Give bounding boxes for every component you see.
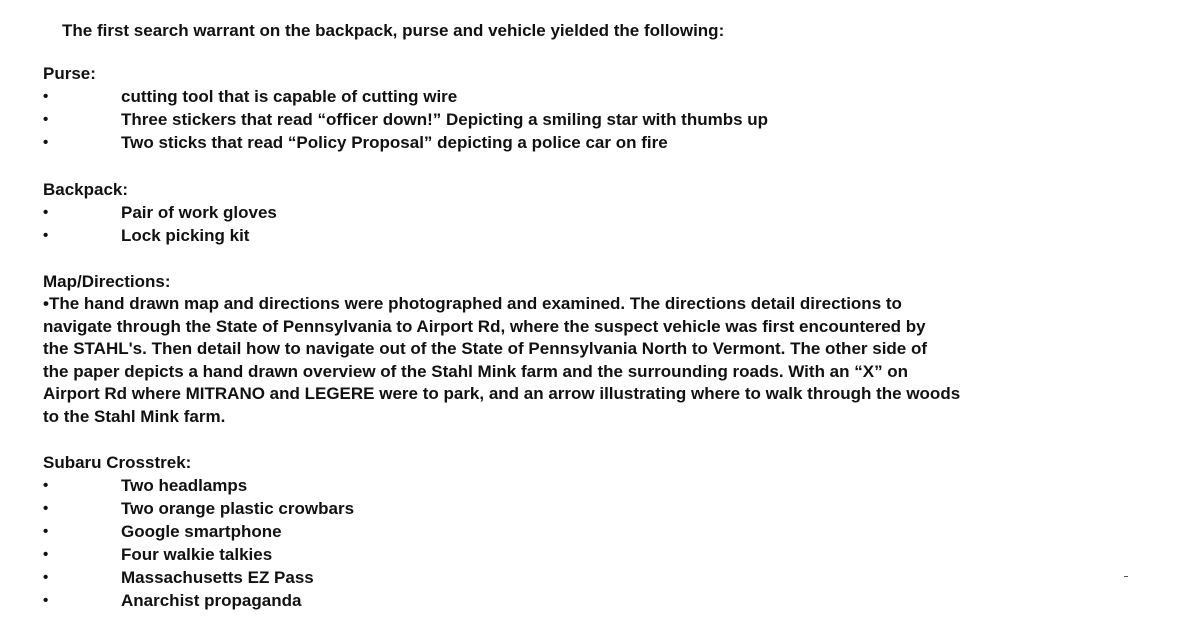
list-item-text: Massachusetts EZ Pass [121,568,314,587]
backpack-heading: Backpack: [43,180,129,199]
list-item [43,474,248,497]
list-item-text: Google smartphone [121,522,282,541]
list-item-text: Anarchist propaganda [121,591,302,610]
list-item-text: Two sticks that read “Policy Proposal” depicting a police car on fire [121,133,668,152]
list-item-text: Three stickers that read “officer down!” Depicting a smiling star with thumbs up [121,110,769,129]
paragraph-line: •The hand drawn map and directions were photographed and examined. The directions detail directions to [43,294,902,313]
subaru-list [43,474,355,612]
list-item-text: Four walkie talkies [121,545,273,564]
paragraph-line: the paper depicts a hand drawn overview of the Stahl Mink farm and the surrounding roads. With an “X” on [43,361,909,381]
list-item [43,520,282,543]
bullet-icon: • [43,111,49,128]
map-directions-section [43,271,1163,428]
purse-list [43,85,769,154]
list-item-text: Two orange plastic crowbars [121,499,355,518]
subaru-section [43,452,355,612]
intro-sentence: The first search warrant on the backpack, purse and vehicle yielded the following: [62,21,725,40]
bullet-icon: • [43,500,49,517]
bullet-icon: • [43,569,49,586]
map-directions-paragraph [43,293,1163,428]
paragraph-line: to the Stahl Mink farm. [43,406,226,426]
subaru-heading: Subaru Crosstrek: [43,453,192,472]
bullet-icon: • [43,523,49,540]
bullet-icon: • [43,134,49,151]
backpack-list [43,201,277,247]
map-directions-heading: Map/Directions: [43,272,171,291]
list-item [43,131,668,154]
bullet-icon: • [43,546,49,563]
bullet-icon: • [43,88,49,105]
paragraph-line: Airport Rd where MITRANO and LEGERE were to park, and an arrow illustrating where to walk through the woods [43,384,961,403]
list-item [43,497,355,520]
paragraph-line: navigate through the State of Pennsylvania to Airport Rd, where the suspect vehicle was first encountered by [43,316,926,336]
purse-section [43,63,769,154]
bullet-icon: • [43,592,49,609]
list-item [43,589,302,612]
list-item [43,224,250,247]
bullet-icon: • [43,204,49,221]
scan-speck [1124,576,1128,577]
list-item-text: Lock picking kit [121,226,250,245]
list-item [43,566,314,589]
list-item-text: cutting tool that is capable of cutting wire [121,87,458,106]
paragraph-line: the STAHL's. Then detail how to navigate out of the State of Pennsylvania North to Vermont. The other side of [43,339,928,358]
list-item-text: Two headlamps [121,476,248,495]
bullet-icon: • [43,477,49,494]
list-item [43,543,273,566]
backpack-section [43,179,277,247]
list-item [43,108,769,131]
bullet-icon: • [43,227,49,244]
list-item-text: Pair of work gloves [121,203,277,222]
list-item [43,85,458,108]
list-item [43,201,277,224]
purse-heading: Purse: [43,64,96,83]
